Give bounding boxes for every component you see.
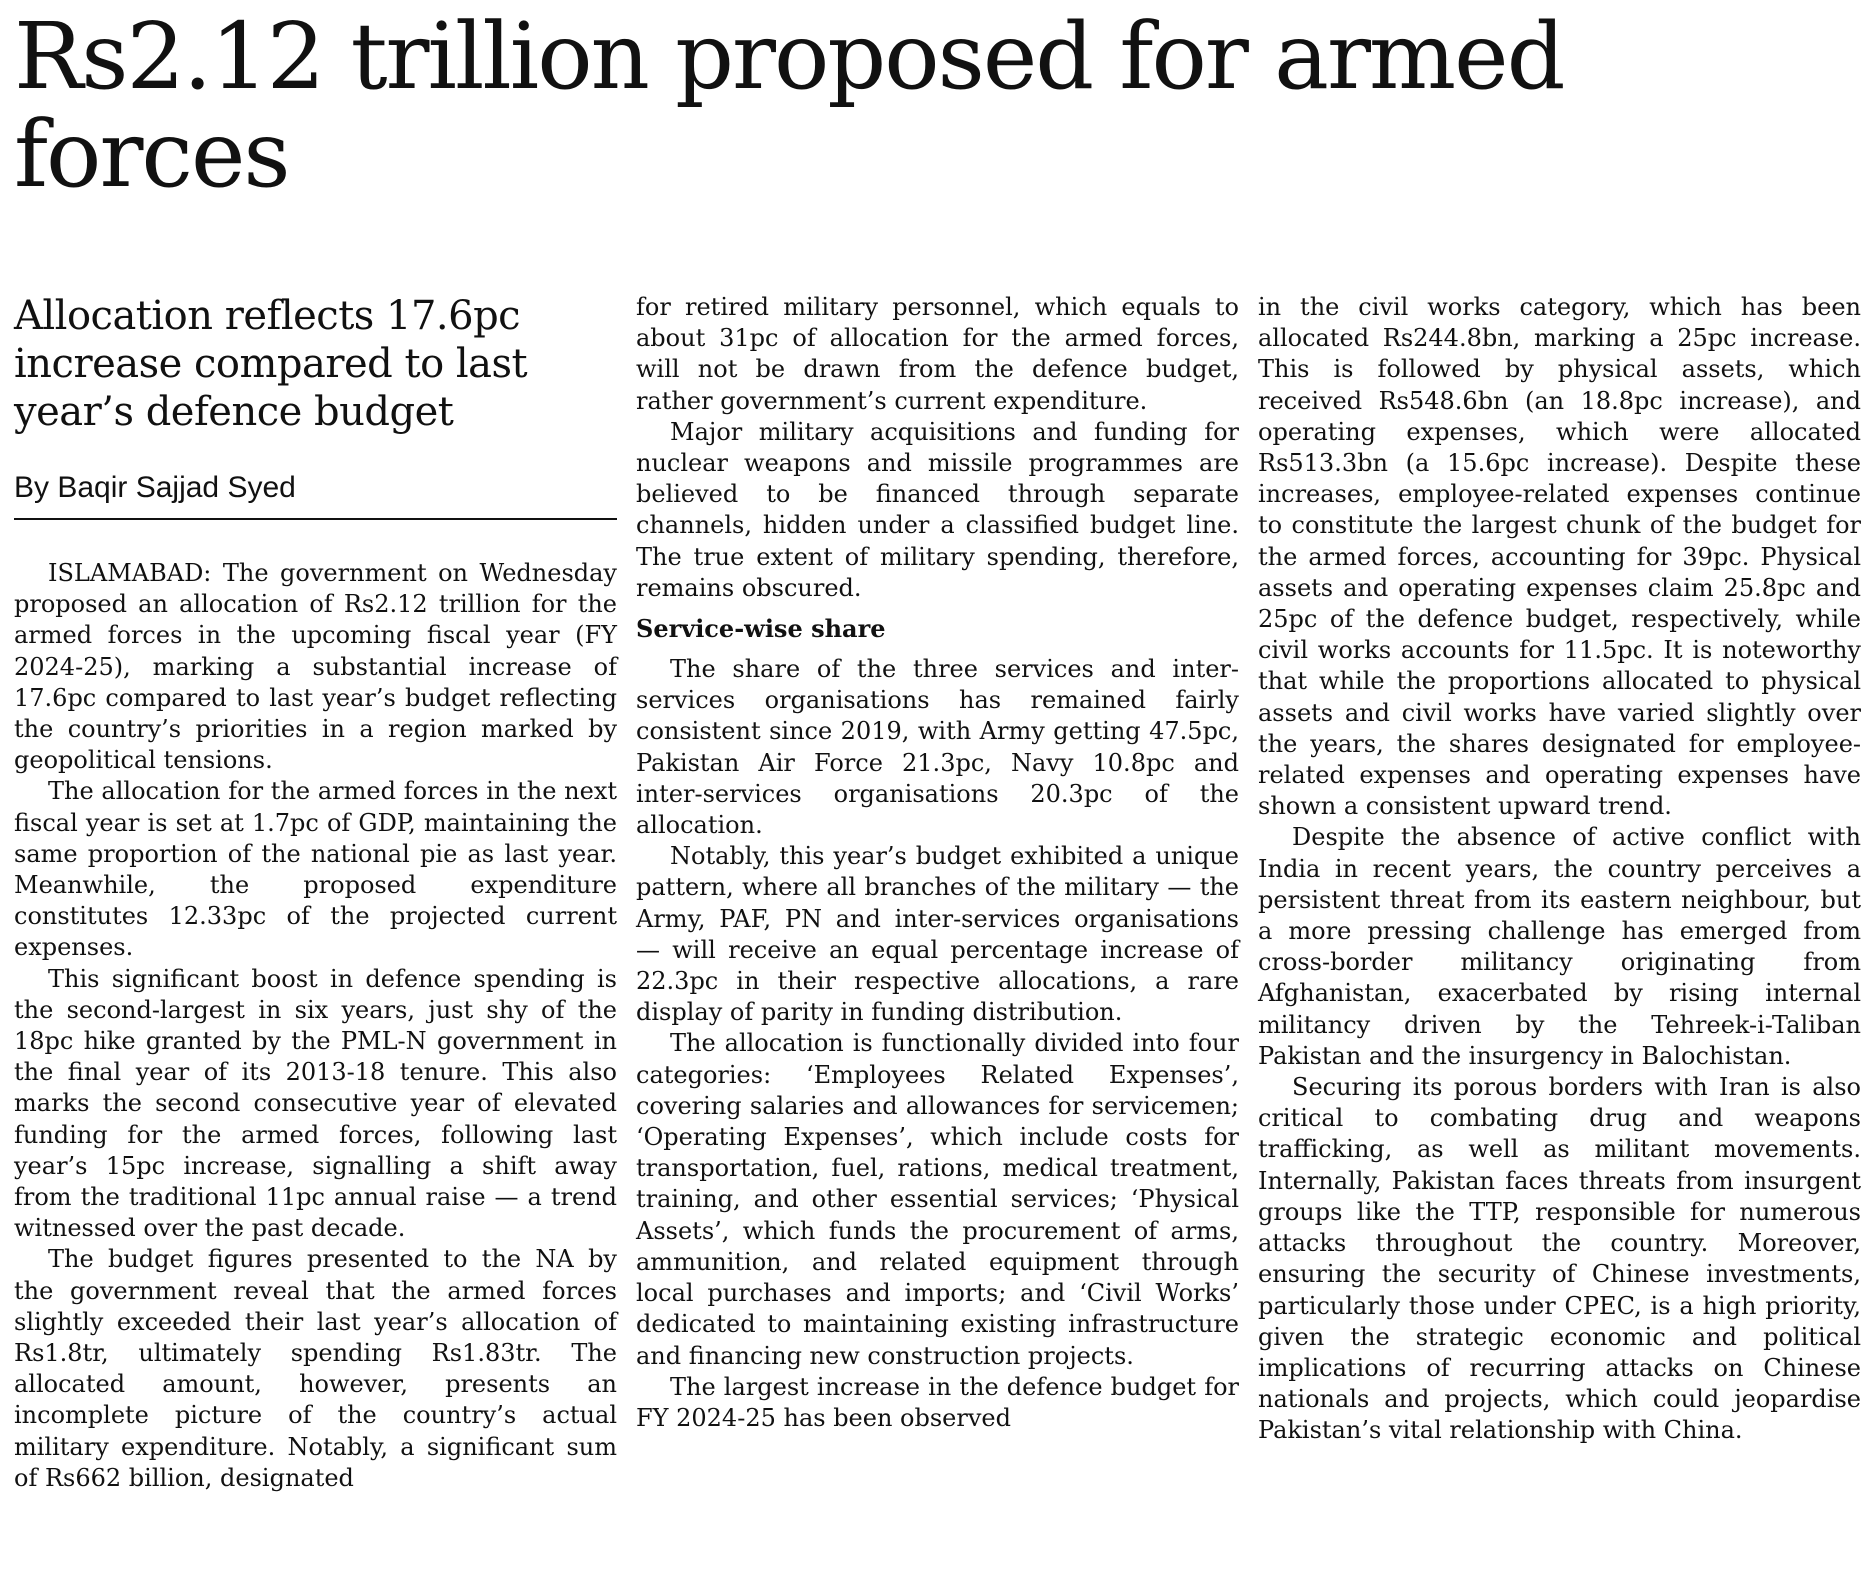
- paragraph: The allocation for the armed forces in the next fiscal year is set at 1.7pc of GDP, maintaining the same proportion of the national pie as last year. Meanwhile, the proposed expenditure constitutes 12.33pc of the projected current expenses.: [14, 777, 617, 962]
- article-column-1: [14, 292, 617, 1494]
- paragraph: The budget figures presented to the NA by the government reveal that the armed forces slightly exceeded their last year’s allocation of Rs1.8tr, ultimately spending Rs1.83tr. The allocated amount, however, presents an incomplete picture of the country’s actual military expenditure. Notably, a significant sum of Rs662 billion, designated: [14, 1245, 617, 1492]
- headline: Rs2.12 trillion proposed for armed forces: [14, 3, 1564, 208]
- paragraph: Major military acquisitions and funding for nuclear weapons and missile programmes are believed to be financed through separate channels, hidden under a classified budget line. The true extent of military spending, therefore, remains obscured.: [636, 417, 1239, 602]
- paragraph: This significant boost in defence spending is the second-largest in six years, just shy of the 18pc hike granted by the PML-N government in the final year of its 2013-18 tenure. This also marks the second consecutive year of elevated funding for the armed forces, following last year’s 15pc increase, signalling a shift away from the traditional 11pc annual raise — a trend witnessed over the past decade.: [14, 964, 617, 1243]
- paragraph: The allocation is functionally divided into four categories: ‘Employees Related Expenses’, covering salaries and allowances for servicemen; ‘Operating Expenses’, which include costs for transportation, fuel, rations, medical treatment, training, and other essential services; ‘Physical Assets’, which funds the procurement of arms, ammunition, and related equipment through local purchases and imports; and ‘Civil Works’ dedicated to maintaining existing infrastructure and financing new construction projects.: [636, 1029, 1239, 1370]
- byline: By Baqir Sajjad Syed: [14, 470, 617, 520]
- paragraph: in the civil works category, which has been allocated Rs244.8bn, marking a 25pc increase. This is followed by physical assets, which received Rs548.6bn (an 18.8pc increase), and operating expenses, which were allocated Rs513.3bn (a 15.6pc increase). Despite these increases, employee-related expenses continue to constitute the largest chunk of the budget for the armed forces, accounting for 39pc. Physical assets and operating expenses claim 25.8pc and 25pc of the defence budget, respectively, while civil works accounts for 11.5pc. It is noteworthy that while the proportions allocated to physical assets and civil works have varied slightly over the years, the shares designated for employee-related expenses and operating expenses have shown a consistent upward trend.: [1258, 293, 1861, 821]
- paragraph: The share of the three services and inter-services organisations has remained fairly consistent since 2019, with Army getting 47.5pc, Pakistan Air Force 21.3pc, Navy 10.8pc and inter-services organisations 20.3pc of the allocation.: [636, 655, 1239, 840]
- paragraph: The largest increase in the defence budget for FY 2024-25 has been observed: [636, 1372, 1239, 1432]
- paragraph: Securing its porous borders with Iran is also critical to combating drug and weapons trafficking, as well as militant movements. Internally, Pakistan faces threats from insurgent groups like the TTP, responsible for numerous attacks throughout the country. Moreover, ensuring the security of Chinese investments, particularly those under CPEC, is a high priority, given the strategic economic and political implications of recurring attacks on Chinese nationals and projects, which could jeopardise Pakistan’s vital relationship with China.: [1258, 1073, 1861, 1445]
- paragraph: ISLAMABAD: The government on Wednesday proposed an allocation of Rs2.12 trillion for the armed forces in the upcoming fiscal year (FY 2024-25), marking a substantial increase of 17.6pc compared to last year’s budget reflecting the country’s priorities in a region marked by geopolitical tensions.: [14, 559, 617, 775]
- paragraph: Notably, this year’s budget exhibited a unique pattern, where all branches of the military — the Army, PAF, PN and inter-services organisations — will receive an equal percentage increase of 22.3pc in their respective allocations, a rare display of parity in funding distribution.: [636, 842, 1239, 1027]
- sub-headline: Allocation reflects 17.6pc increase compared to last year’s defence budget: [14, 293, 528, 435]
- section-heading: Service-wise share: [636, 614, 886, 644]
- paragraph: for retired military personnel, which equals to about 31pc of allocation for the armed forces, will not be drawn from the defence budget, rather government’s current expenditure.: [636, 293, 1239, 415]
- article-column-3: [1258, 292, 1861, 1447]
- paragraph: Despite the absence of active conflict with India in recent years, the country perceives a persistent threat from its eastern neighbour, but a more pressing challenge has emerged from cross-border militancy originating from Afghanistan, exacerbated by rising internal militancy driven by the Tehreek-i-Taliban Pakistan and the insurgency in Balochistan.: [1258, 823, 1861, 1070]
- article-column-2: [636, 292, 1239, 1434]
